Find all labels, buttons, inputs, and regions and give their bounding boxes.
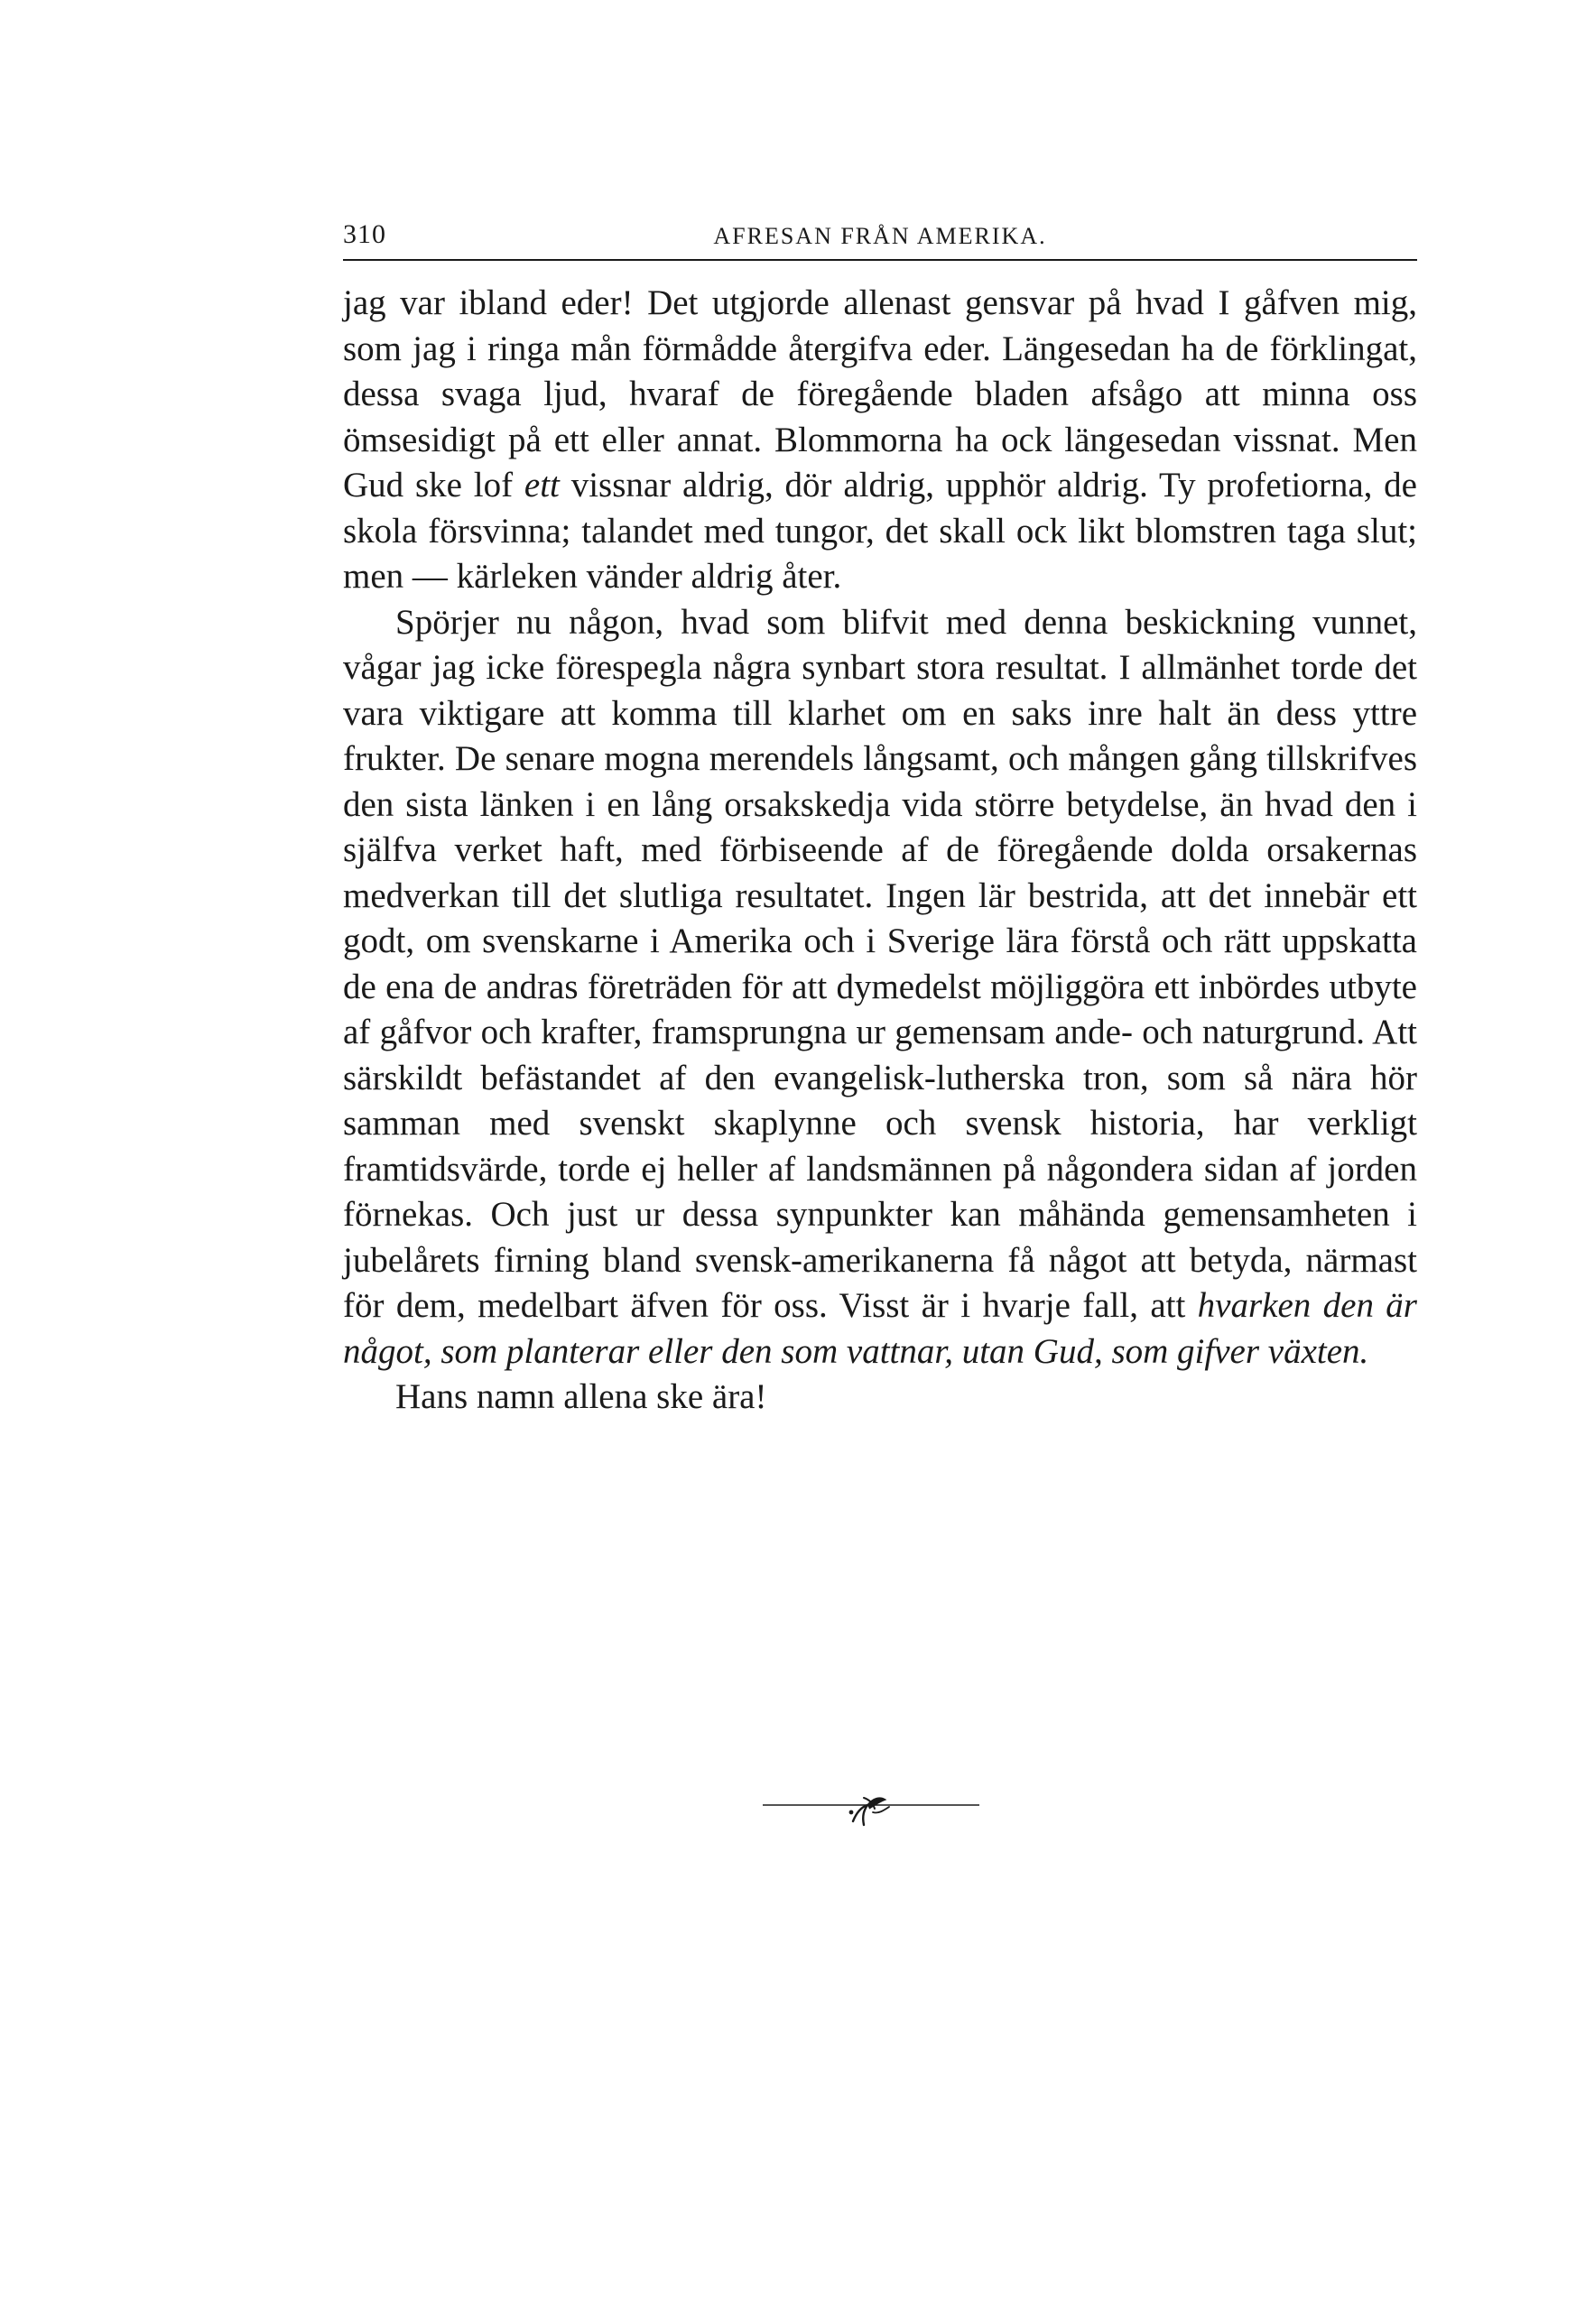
text-run: Hans namn allena ske ära! <box>395 1377 767 1416</box>
book-page <box>343 219 1417 1421</box>
emphasis-text: ett <box>524 466 560 505</box>
running-head <box>343 219 1417 255</box>
text-run: jag var ibland eder! Det utgjorde allenast gensvar på hvad I gåfven mig, som jag i ringa mån förmådde återgifva eder. Längesedan ha de förklingat, dessa svaga ljud, hvaraf de föregående bladen afsågo att minna oss ömsesidigt på ett eller annat. Blommorna ha ock längesedan vissnat. Men Gud ske lof <box>343 283 1417 505</box>
text-run: vissnar aldrig, dör aldrig, upphör aldrig. Ty profetiorna, de skola försvinna; talandet med tungor, det skall ock likt blomstren taga slut; men — kärleken vänder aldrig åter. <box>343 466 1417 596</box>
running-title: AFRESAN FRÅN AMERIKA. <box>713 223 1047 249</box>
body-text <box>343 281 1417 1421</box>
paragraph-continuation <box>343 281 1417 600</box>
header-rule <box>343 259 1417 261</box>
fleuron-icon <box>763 1785 979 1830</box>
emphasis-quotation: hvarken den är något, som planterar eller den som vattnar, utan Gud, som gifver växten. <box>343 1286 1417 1371</box>
text-run: Spörjer nu någon, hvad som blifvit med denna beskickning vunnet, vågar jag icke förespegla några synbart stora resultat. I allmänhet torde det vara viktigare att komma till klarhet om en saks inre halt än dess yttre frukter. De senare mogna merendels långsamt, och mången gång tillskrifves den sista länken i en lång orsakskedja vida större betydelse, än hvad den i själfva verket haft, med förbiseende af de föregående dolda orsakernas medverkan till det slutliga resultatet. Ingen lär bestrida, att det innebär ett godt, om svenskarne i Amerika och i Sverige lära förstå och rätt uppskatta de ena de andras företräden för att dymedelst möjliggöra ett inbördes utbyte af gåfvor och krafter, framsprungna ur gemensam ande- och naturgrund. Att särskildt befästandet af den evangelisk-lutherska tron, som så nära hör samman med svenskt skaplynne och svensk historia, har verkligt framtidsvärde, torde ej heller af landsmännen på någondera sidan af jorden förnekas. Och just ur dessa synpunkter kan måhända gemensamheten i jubelårets firning bland svensk-amerikanerna få något att betyda, närmast för dem, medelbart äfven för oss. Visst är i hvarje fall, att <box>343 602 1417 1325</box>
page-number: 310 <box>343 219 386 249</box>
paragraph <box>343 600 1417 1375</box>
closing-line <box>343 1375 1417 1421</box>
